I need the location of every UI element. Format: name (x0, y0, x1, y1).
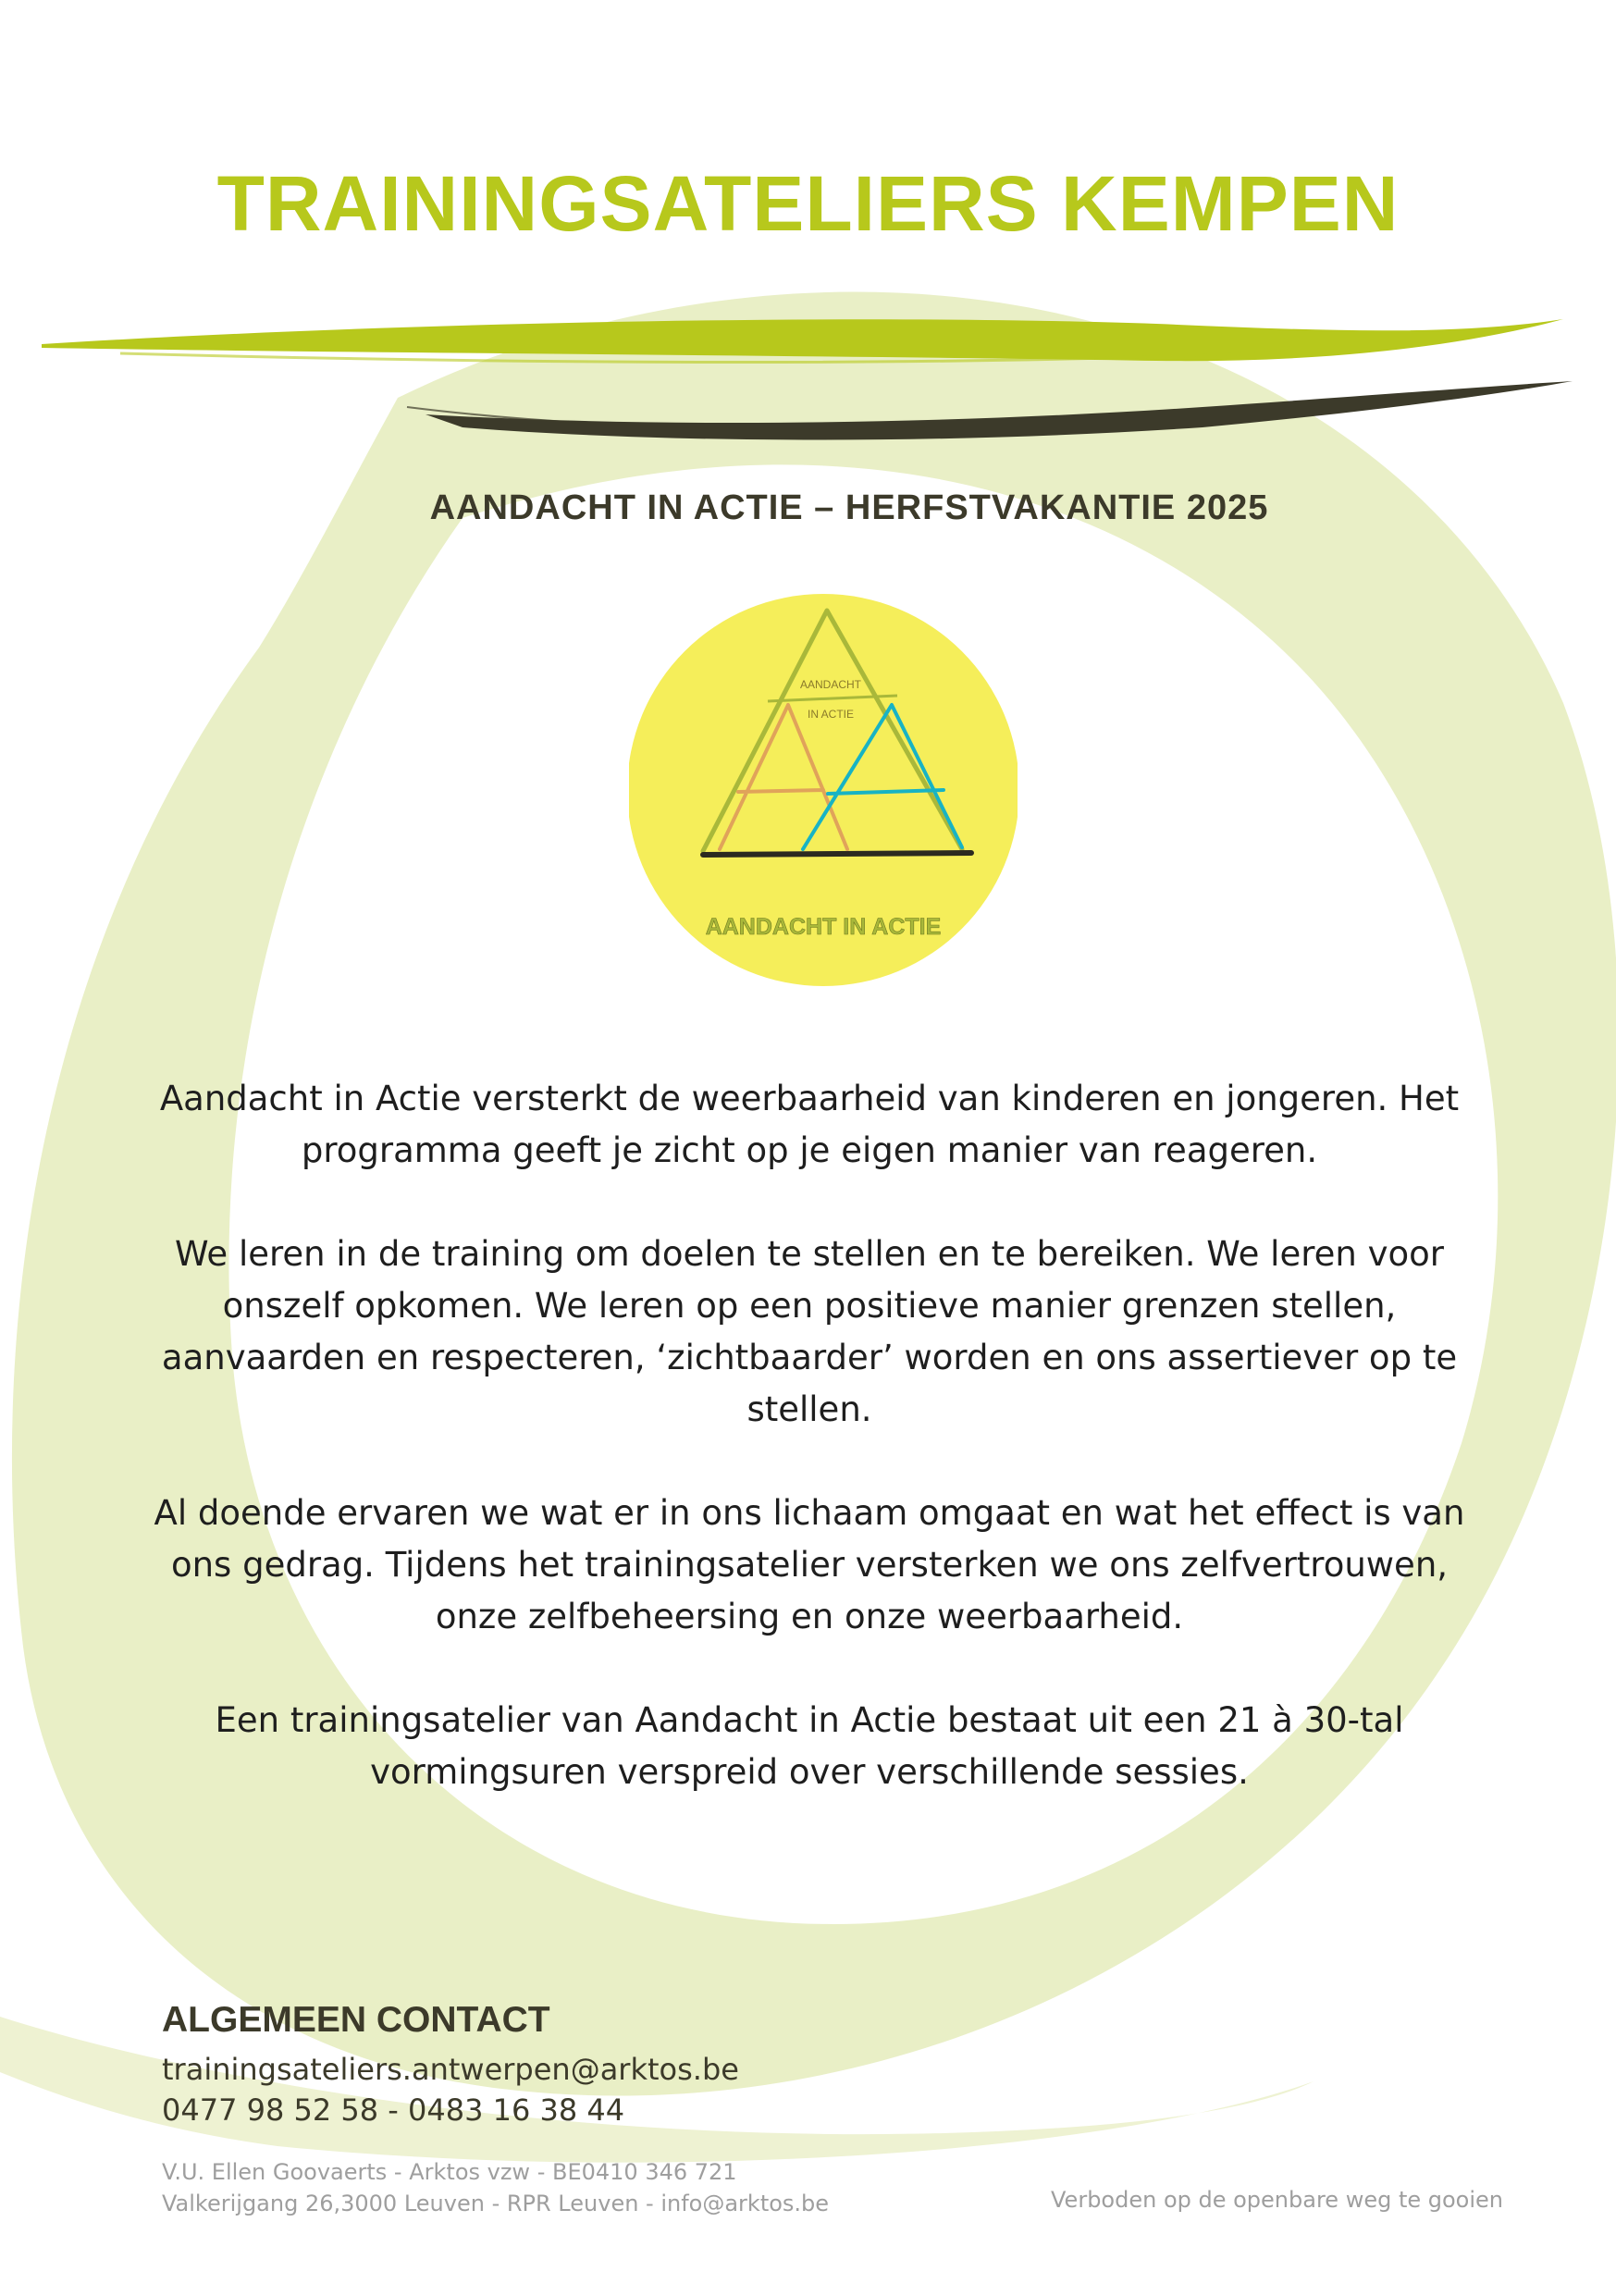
vu-line-2: Valkerijgang 26,3000 Leuven - RPR Leuven - info@arktos.be (162, 2191, 830, 2216)
disposal-notice: Verboden op de openbare weg te gooien (1051, 2187, 1503, 2213)
green-brush-stroke (42, 319, 1563, 361)
logo-base-line (703, 853, 971, 855)
logo-caption: AANDACHT IN ACTIE (705, 914, 942, 940)
paragraph-3: Al doende ervaren we wat er in ons lichaam omgaat en wat het effect is van ons gedrag. Tijdens het trainingsatelier versterken we ons zelfvertrouwen, onze zelfbeheersing en onze weerbaarheid. (154, 1493, 1465, 1636)
paragraph-2: We leren in de training om doelen te stellen en te bereiken. We leren voor onszelf opkomen. We leren op een positieve manier grenzen stellen, aanvaarden en respecteren, ‘zichtbaarder’ worden en ons assertiever op te stellen. (161, 1234, 1458, 1429)
contact-phones: 0477 98 52 58 - 0483 16 38 44 (162, 2092, 625, 2128)
logo-inner-label-1: AANDACHT (799, 678, 862, 691)
paragraph-4: Een trainingsatelier van Aandacht in Actie bestaat uit een 21 à 30-tal vormingsuren verspreid over verschillende sessies. (215, 1700, 1404, 1792)
contact-heading: ALGEMEEN CONTACT (162, 2000, 550, 2040)
page-subtitle: AANDACHT IN ACTIE – HERFSTVAKANTIE 2025 (429, 488, 1269, 527)
paragraph-1: Aandacht in Actie versterkt de weerbaarheid van kinderen en jongeren. Het programma geeft je zicht op je eigen manier van reageren. (159, 1079, 1460, 1170)
vu-line-1: V.U. Ellen Goovaerts - Arktos vzw - BE0410 346 721 (162, 2159, 737, 2185)
aandacht-in-actie-logo (629, 592, 1018, 990)
body-text (148, 1073, 1471, 1850)
page-title: TRAININGSATELIERS KEMPEN (216, 160, 1400, 247)
contact-email[interactable]: trainingsateliers.antwerpen@arktos.be (162, 2052, 739, 2087)
logo-inner-label-2: IN ACTIE (807, 708, 855, 721)
